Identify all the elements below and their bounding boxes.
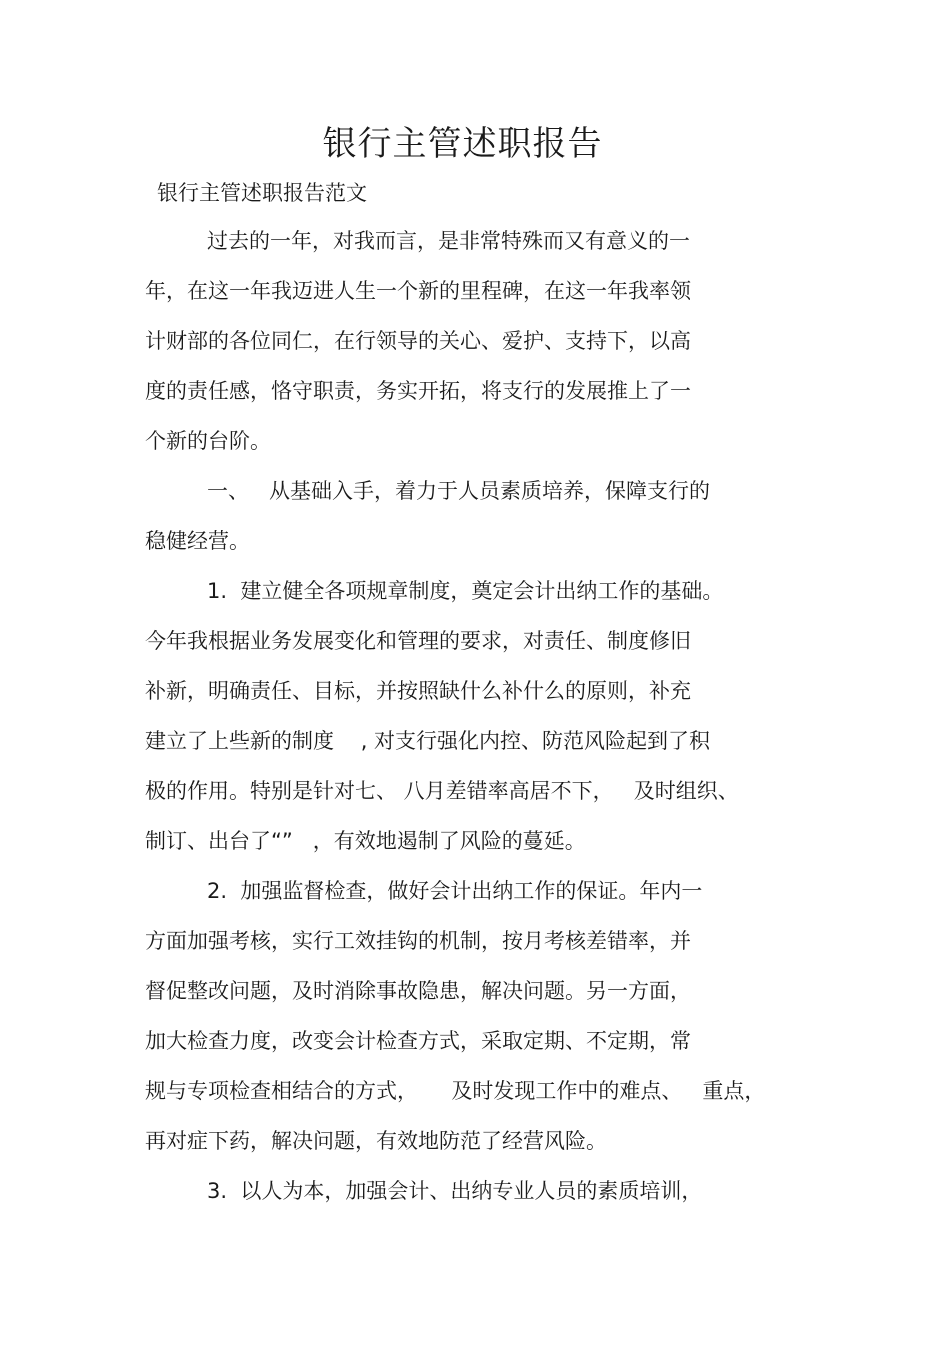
paragraph-line: 计财部的各位同仁，在行领导的关心、爱护、支持下，以高 bbox=[145, 329, 691, 353]
paragraph-line: 1. 建立健全各项规章制度，奠定会计出纳工作的基础。 bbox=[207, 579, 724, 603]
paragraph-line: 年，在这一年我迈进人生一个新的里程碑，在这一年我率领 bbox=[145, 279, 691, 303]
paragraph-line: 加大检查力度，改变会计检查方式，采取定期、不定期，常 bbox=[145, 1029, 691, 1053]
paragraph-line: 制订、出台了“” ，有效地遏制了风险的蔓延。 bbox=[145, 829, 586, 853]
paragraph-line: 督促整改问题，及时消除事故隐患，解决问题。另一方面， bbox=[145, 979, 691, 1003]
paragraph-line: 今年我根据业务发展变化和管理的要求，对责任、制度修旧 bbox=[145, 629, 691, 653]
document-subtitle: 银行主管述职报告范文 bbox=[157, 181, 367, 205]
paragraph-line: 方面加强考核，实行工效挂钩的机制，按月考核差错率，并 bbox=[145, 929, 691, 953]
paragraph-line: 过去的一年，对我而言，是非常特殊而又有意义的一 bbox=[207, 229, 690, 253]
paragraph-line: 度的责任感，恪守职责，务实开拓，将支行的发展推上了一 bbox=[145, 379, 691, 403]
paragraph-line: 2. 加强监督检查，做好会计出纳工作的保证。年内一 bbox=[207, 879, 703, 903]
paragraph-line: 个新的台阶。 bbox=[145, 429, 271, 453]
document-title: 银行主管述职报告 bbox=[322, 124, 603, 164]
section-heading-line: 稳健经营。 bbox=[145, 529, 250, 553]
paragraph-line: 补新，明确责任、目标，并按照缺什么补什么的原则，补充 bbox=[145, 679, 691, 703]
paragraph-line: 规与专项检查相结合的方式， 及时发现工作中的难点、 重点， bbox=[145, 1079, 766, 1103]
paragraph-line: 再对症下药，解决问题，有效地防范了经营风险。 bbox=[145, 1129, 607, 1153]
paragraph-line: 极的作用。特别是针对七、 八月差错率高居不下， 及时组织、 bbox=[145, 779, 739, 803]
section-heading-line: 一、 从基础入手，着力于人员素质培养，保障支行的 bbox=[207, 479, 711, 503]
paragraph-line: 3. 以人为本，加强会计、出纳专业人员的素质培训， bbox=[207, 1179, 703, 1203]
paragraph-line: 建立了上些新的制度 , 对支行强化内控、防范风险起到了积 bbox=[145, 729, 711, 753]
